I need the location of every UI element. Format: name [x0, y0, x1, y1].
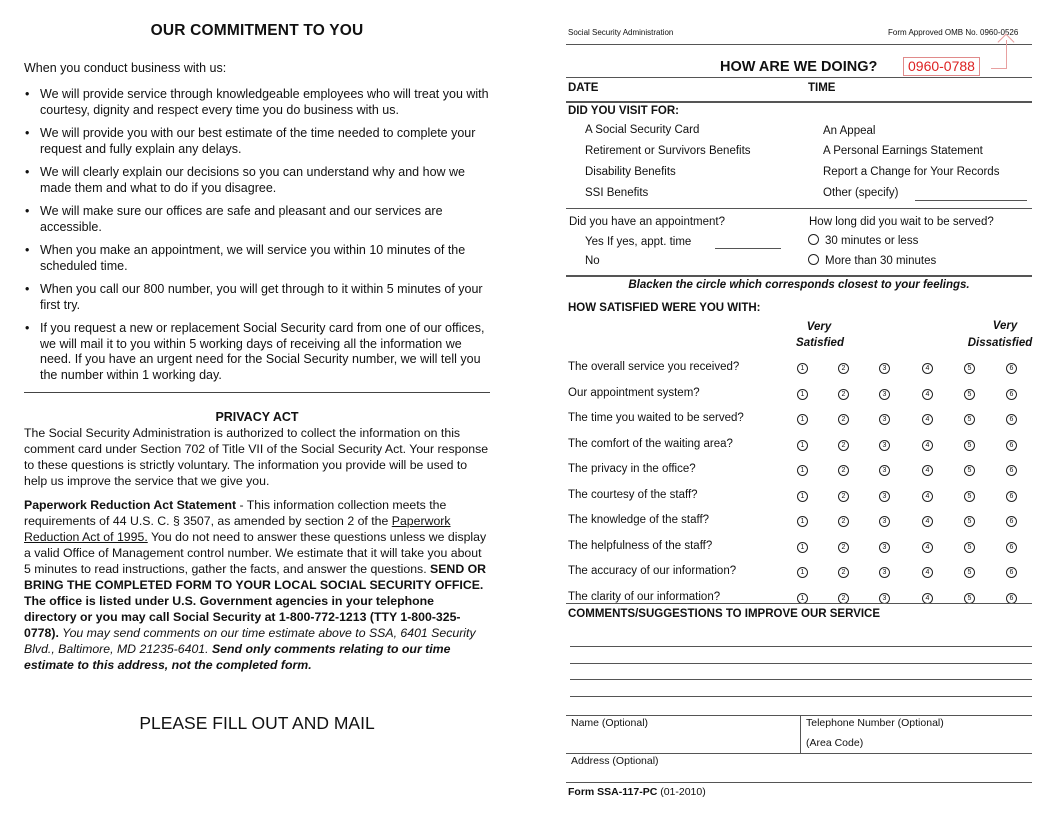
rating-circle-5[interactable]: 5 — [964, 389, 975, 400]
time-label: TIME — [808, 82, 836, 94]
rating-circle-3[interactable]: 3 — [879, 593, 890, 604]
rating-circle-4[interactable]: 4 — [922, 542, 933, 553]
commitment-item: • If you request a new or replacement Social Security card from one of our offices, we will mail it to you within 5 working days of receiving all the information we need. If you have an urgent need for the Social Security number, we will tell you the number within 1 working day. — [24, 321, 490, 383]
rating-circle-1[interactable]: 1 — [797, 516, 808, 527]
paperwork-statement — [24, 497, 490, 673]
rating-circle-3[interactable]: 3 — [879, 414, 890, 425]
visit-option-appeal[interactable]: An Appeal — [823, 125, 876, 137]
rating-circle-4[interactable]: 4 — [922, 414, 933, 425]
commitment-intro: When you conduct business with us: — [24, 61, 227, 75]
rating-circle-4[interactable]: 4 — [922, 440, 933, 451]
blacken-instruction: Blacken the circle which corresponds closest to your feelings. — [628, 279, 970, 291]
commitment-list — [24, 87, 490, 383]
paperwork-heading: Paperwork Reduction Act Statement — [24, 498, 237, 512]
rating-circle-3[interactable]: 3 — [879, 542, 890, 553]
very-dissatisfied-label: Very — [992, 320, 1018, 332]
rating-circle-6[interactable]: 6 — [1006, 465, 1017, 476]
visit-option-disability[interactable]: Disability Benefits — [585, 166, 676, 178]
commitment-item: • When you make an appointment, we will service you within 10 minutes of the scheduled time. — [24, 243, 490, 274]
very-dissatisfied-label: Dissatisfied — [967, 337, 1033, 349]
visit-option-ssi[interactable]: SSI Benefits — [585, 187, 649, 199]
appointment-time-field[interactable] — [715, 248, 781, 249]
rating-circle-1[interactable]: 1 — [797, 567, 808, 578]
survey-title: HOW ARE WE DOING? — [720, 59, 878, 75]
comment-line[interactable] — [570, 646, 1032, 647]
rating-circle-2[interactable]: 2 — [838, 414, 849, 425]
area-code-label: (Area Code) — [806, 737, 864, 749]
rating-circle-6[interactable]: 6 — [1006, 389, 1017, 400]
address-field-label: Address (Optional) — [571, 755, 659, 767]
rating-circle-1[interactable]: 1 — [797, 542, 808, 553]
paperwork-text-b: You do not need to answer these questions unless we display a valid Office of Management control number. We estimate that it will take you about 5 minutes to read instructions, gather the facts, and answer the questions. — [24, 530, 487, 576]
omb-number-annotation: 0960-0788 — [903, 57, 980, 76]
rating-circle-4[interactable]: 4 — [922, 567, 933, 578]
wait-more-than-30-label: More than 30 minutes — [825, 255, 937, 267]
rating-circle-2[interactable]: 2 — [838, 567, 849, 578]
rating-circle-4[interactable]: 4 — [922, 516, 933, 527]
wait-30-or-less-label: 30 minutes or less — [825, 235, 919, 247]
commitment-item: • We will clearly explain our decisions so you can understand why and how we made them and what to do if you disagree. — [24, 165, 490, 196]
form-number-code: Form SSA-117-PC — [568, 786, 658, 798]
rating-circle-5[interactable]: 5 — [964, 465, 975, 476]
rule — [566, 603, 1032, 604]
form-revision-date: (01-2010) — [657, 786, 706, 798]
commitment-item: • We will provide service through knowledgeable employees who will treat you with courtesy, dignity and respect every time you do business with us. — [24, 87, 490, 118]
rating-circle-3[interactable]: 3 — [879, 363, 890, 374]
appointment-question: Did you have an appointment? — [569, 216, 725, 228]
paperwork-comments-address: You may send comments on our time estimate above to SSA, 6401 Security Blvd., Baltimore, MD 21235-6401. — [24, 626, 476, 656]
rating-circle-5[interactable]: 5 — [964, 363, 975, 374]
wait-more-than-30-option[interactable] — [808, 254, 936, 267]
annotation-connector — [991, 68, 1007, 69]
wait-question: How long did you wait to be served? — [809, 216, 994, 228]
rating-circle-2[interactable]: 2 — [838, 593, 849, 604]
commitment-title: OUR COMMITMENT TO YOU — [150, 22, 364, 39]
rule — [566, 715, 1032, 716]
commitment-item: • We will provide you with our best estimate of the time needed to complete your request and fully explain any delays. — [24, 126, 490, 157]
radio-circle-icon — [808, 234, 819, 245]
survey-form — [566, 26, 1032, 806]
rating-circle-3[interactable]: 3 — [879, 465, 890, 476]
satisfaction-heading: HOW SATISFIED WERE YOU WITH: — [568, 302, 761, 314]
rating-circle-5[interactable]: 5 — [964, 567, 975, 578]
rating-question: The privacy in the office? — [568, 463, 696, 475]
commitment-item: • When you call our 800 number, you will get through to it within 5 minutes of your first try. — [24, 282, 490, 313]
rating-circle-2[interactable]: 2 — [838, 465, 849, 476]
rating-circle-6[interactable]: 6 — [1006, 593, 1017, 604]
rating-circle-2[interactable]: 2 — [838, 389, 849, 400]
visit-option-ss-card[interactable]: A Social Security Card — [585, 124, 700, 136]
rating-circle-2[interactable]: 2 — [838, 363, 849, 374]
appointment-yes-option[interactable]: Yes If yes, appt. time — [585, 236, 692, 248]
privacy-heading: PRIVACY ACT — [215, 410, 299, 424]
visit-option-earnings[interactable]: A Personal Earnings Statement — [823, 145, 983, 157]
rating-circle-6[interactable]: 6 — [1006, 567, 1017, 578]
phone-field-label: Telephone Number (Optional) — [806, 717, 944, 729]
rule — [566, 275, 1032, 277]
rating-circle-5[interactable]: 5 — [964, 542, 975, 553]
rating-circle-6[interactable]: 6 — [1006, 440, 1017, 451]
other-specify-field[interactable] — [915, 200, 1027, 201]
rating-circle-1[interactable]: 1 — [797, 389, 808, 400]
paperwork-send-instructions: SEND OR BRING THE COMPLETED FORM TO YOUR LOCAL SOCIAL SECURITY OFFICE. The office is listed under U.S. Government agencies in your telephone directory or you may call Social Security at 1-800-772-1213 (TTY 1-800-325-0778). — [24, 562, 487, 640]
rating-question: The accuracy of our information? — [568, 565, 737, 577]
date-label: DATE — [568, 82, 599, 94]
rule — [566, 77, 1032, 78]
agency-name: Social Security Administration — [568, 28, 674, 37]
form-number — [568, 786, 706, 798]
rating-question: The comfort of the waiting area? — [568, 437, 733, 450]
paperwork-text-a: - This information collection meets the requirements of 44 U.S. C. § 3507, as amended by section 2 of the — [24, 498, 447, 528]
rating-circle-2[interactable]: 2 — [838, 491, 849, 502]
comment-line[interactable] — [570, 663, 1032, 664]
rating-circle-3[interactable]: 3 — [879, 389, 890, 400]
visit-option-retirement[interactable]: Retirement or Survivors Benefits — [585, 145, 751, 157]
rule — [566, 208, 1032, 209]
rating-question: The knowledge of the staff? — [568, 514, 710, 526]
visit-option-report-change[interactable]: Report a Change for Your Records — [823, 166, 1000, 178]
rating-circle-5[interactable]: 5 — [964, 414, 975, 425]
name-field-label: Name (Optional) — [571, 717, 649, 729]
rating-question: The overall service you received? — [568, 361, 740, 373]
rating-circle-6[interactable]: 6 — [1006, 491, 1017, 502]
comments-heading: COMMENTS/SUGGESTIONS TO IMPROVE OUR SERVICE — [568, 608, 881, 620]
rating-circle-3[interactable]: 3 — [879, 491, 890, 502]
rating-circle-1[interactable]: 1 — [797, 593, 808, 604]
rating-circle-1[interactable]: 1 — [797, 465, 808, 476]
appointment-no-option[interactable]: No — [585, 255, 600, 267]
visit-heading: DID YOU VISIT FOR: — [568, 105, 679, 117]
rating-question: The time you waited to be served? — [568, 412, 744, 424]
rule — [566, 753, 1032, 754]
visit-option-other[interactable]: Other (specify) — [823, 187, 899, 199]
rating-circle-1[interactable]: 1 — [797, 440, 808, 451]
omb-approval-note: Form Approved OMB No. 0960-0526 — [888, 28, 1019, 37]
rating-circle-5[interactable]: 5 — [964, 516, 975, 527]
rating-question: The clarity of our information? — [568, 590, 721, 603]
section-divider — [24, 392, 490, 393]
rating-circle-4[interactable]: 4 — [922, 389, 933, 400]
privacy-section — [24, 409, 490, 673]
comment-line[interactable] — [570, 696, 1032, 697]
rating-circle-4[interactable]: 4 — [922, 465, 933, 476]
comment-line[interactable] — [570, 679, 1032, 680]
wait-30-or-less-option[interactable] — [808, 234, 918, 247]
very-satisfied-label: Satisfied — [796, 337, 844, 349]
rating-circle-5[interactable]: 5 — [964, 593, 975, 604]
privacy-text: The Social Security Administration is authorized to collect the information on this comment card under Section 702 of Title VII of the Social Security Act. Your response to these questions is strictly voluntary. The information you provide will be used to help us improve the service that we give you. — [24, 426, 489, 488]
rating-circle-2[interactable]: 2 — [838, 542, 849, 553]
rating-circle-4[interactable]: 4 — [922, 363, 933, 374]
header-rule — [566, 44, 1032, 45]
rating-question: The helpfulness of the staff? — [568, 539, 713, 552]
rating-circle-1[interactable]: 1 — [797, 363, 808, 374]
rating-circle-4[interactable]: 4 — [922, 593, 933, 604]
paperwork-act-link[interactable]: Paperwork Reduction Act of 1995. — [24, 514, 451, 544]
rating-circle-5[interactable]: 5 — [964, 491, 975, 502]
rating-question: The courtesy of the staff? — [568, 488, 698, 501]
rating-circle-6[interactable]: 6 — [1006, 414, 1017, 425]
rating-circle-6[interactable]: 6 — [1006, 516, 1017, 527]
rating-circle-3[interactable]: 3 — [879, 440, 890, 451]
commitment-item: • We will make sure our offices are safe and pleasant and our services are accessible. — [24, 204, 490, 235]
rating-circle-3[interactable]: 3 — [879, 516, 890, 527]
rating-circle-4[interactable]: 4 — [922, 491, 933, 502]
rating-circle-5[interactable]: 5 — [964, 440, 975, 451]
paperwork-address-note: Send only comments relating to our time estimate to this address, not the completed form. — [24, 642, 451, 672]
very-satisfied-label: Very — [806, 321, 832, 333]
fill-out-banner: PLEASE FILL OUT AND MAIL — [139, 713, 375, 733]
rating-circle-1[interactable]: 1 — [797, 491, 808, 502]
rating-circle-2[interactable]: 2 — [838, 440, 849, 451]
rule — [566, 782, 1032, 783]
rating-circle-6[interactable]: 6 — [1006, 542, 1017, 553]
field-divider — [800, 715, 801, 753]
rating-circle-6[interactable]: 6 — [1006, 363, 1017, 374]
rating-circle-2[interactable]: 2 — [838, 516, 849, 527]
rating-circle-1[interactable]: 1 — [797, 414, 808, 425]
rating-circle-3[interactable]: 3 — [879, 567, 890, 578]
rating-question: Our appointment system? — [568, 386, 700, 399]
radio-circle-icon — [808, 254, 819, 265]
rule — [566, 101, 1032, 103]
commitment-panel — [24, 22, 490, 391]
